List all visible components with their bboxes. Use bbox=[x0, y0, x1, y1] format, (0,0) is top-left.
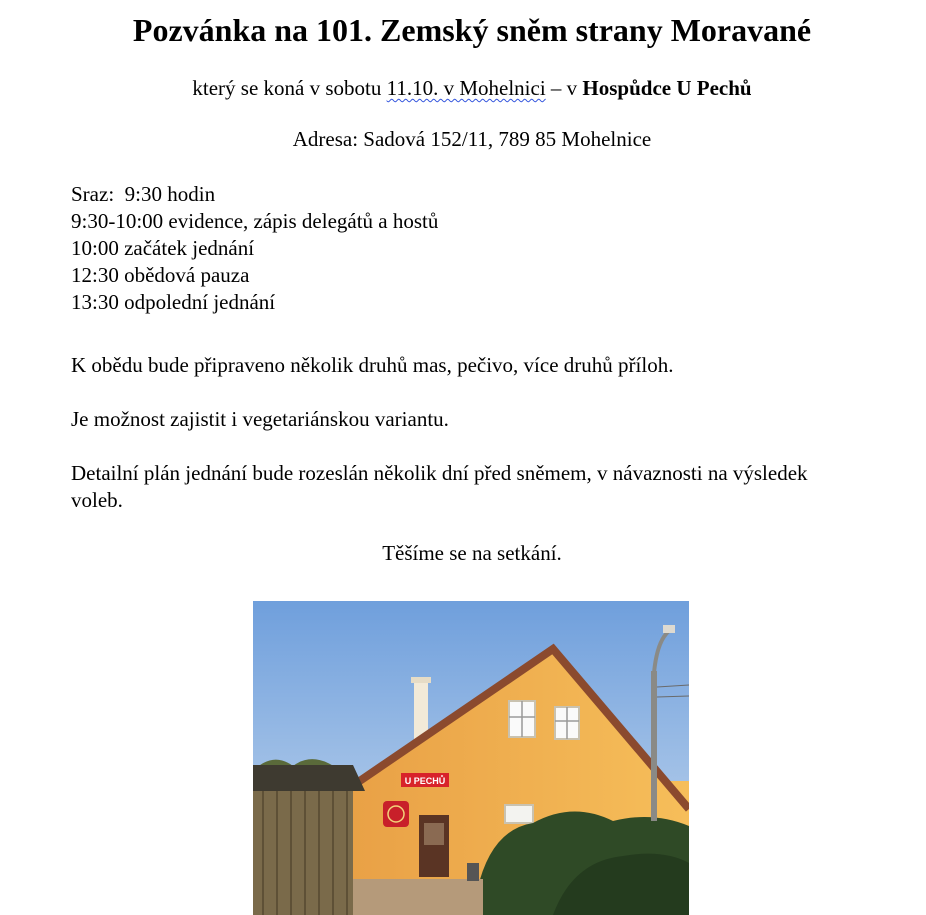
schedule-item: 10:00 začátek jednání bbox=[71, 236, 255, 260]
lunch-paragraph: K obědu bude připraveno několik druhů mas, pečivo, více druhů příloh. bbox=[71, 353, 674, 377]
pub-photo bbox=[253, 601, 689, 915]
intro-prefix: který se koná v sobotu bbox=[192, 76, 387, 100]
schedule-item: 12:30 obědová pauza bbox=[71, 263, 250, 287]
schedule-list bbox=[71, 181, 438, 316]
page-title: Pozvánka na 101. Zemský sněm strany Moravané bbox=[132, 12, 812, 48]
schedule-item: 9:30-10:00 evidence, zápis delegátů a hostů bbox=[71, 209, 439, 233]
address-line: Adresa: Sadová 152/11, 789 85 Mohelnice bbox=[292, 127, 652, 151]
intro-mid: – v bbox=[545, 76, 583, 100]
schedule-item: Sraz: 9:30 hodin bbox=[71, 182, 216, 206]
schedule-item: 13:30 odpolední jednání bbox=[71, 290, 276, 314]
intro-line bbox=[0, 76, 926, 101]
pub-sign-text: U PECHŮ bbox=[404, 776, 446, 786]
closing-line: Těšíme se na setkání. bbox=[382, 541, 562, 565]
beer-logo bbox=[383, 801, 409, 827]
window bbox=[505, 805, 533, 823]
bin bbox=[467, 863, 479, 881]
plan-paragraph: Detailní plán jednání bude rozeslán několik dní před sněmem, v návaznosti na výsledek voleb. bbox=[71, 461, 808, 512]
venue-name: Hospůdce U Pechů bbox=[582, 76, 752, 100]
date-place: 11.10. v Mohelnici bbox=[386, 76, 546, 100]
vegetarian-paragraph: Je možnost zajistit i vegetariánskou variantu. bbox=[71, 407, 449, 431]
lamp-post bbox=[651, 671, 657, 821]
